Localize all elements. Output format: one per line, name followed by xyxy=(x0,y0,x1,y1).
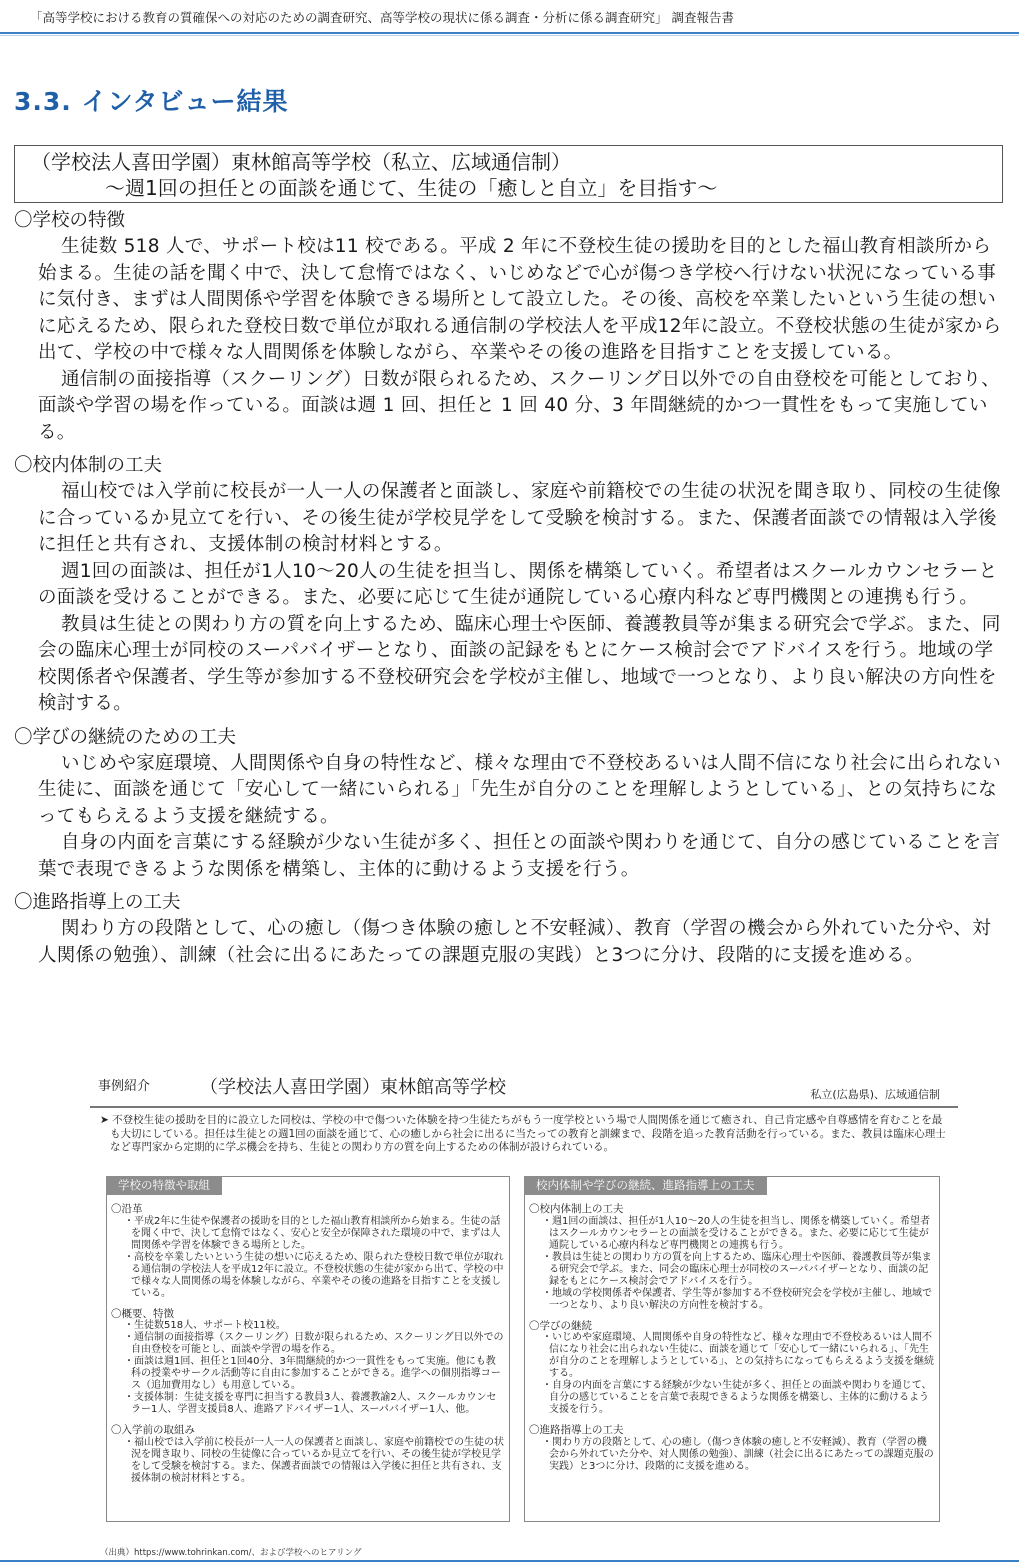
section-heading: 〇学びの継続のための工夫 xyxy=(14,726,237,748)
panel-item: ・教員は生徒との関わり方の質を向上するため、臨床心理士や医師、養護教員等が集まる研究会で学ぶ。また、同会の臨床心理士が同校のスーパバイザーとなり、面談の記録をもとにケース検討会でアドバイスを行う。 xyxy=(542,1251,932,1287)
paragraph: いじめや家庭環境、人間関係や自身の特性など、様々な理由で不登校あるいは人間不信になり社会に出られない生徒に、面談を通じて「安心して一緒にいられる」「先生が自分のことを理解しようとしている」、との気持ちになってもらえるよう支援を継続する。 xyxy=(38,752,1002,827)
panel-item: ・支援体制：生徒支援を専門に担当する教員3人、養護教諭2人、スクールカウンセラー1人、学習支援員8人、進路アドバイザー1人、スーパバイザー1人、他。 xyxy=(124,1392,497,1415)
case-study-box xyxy=(90,1073,958,1551)
paragraph: 福山校では入学前に校長が一人一人の保護者と面談し、家庭や前籍校での生徒の状況を聞き取り、同校の生徒像に合っているか見立てを行い、その後生徒が学校見学をして受験を検討する。また、保護者面談での情報は入学後に担任と共有され、支援体制の検討材料とする。 xyxy=(38,481,1002,555)
panel-subheading: 〇概要、特徴 xyxy=(111,1307,174,1320)
header-rule-shadow xyxy=(0,35,1019,36)
paragraph: 週1回の面談は、担任が1人10～20人の生徒を担当し、関係を構築していく。希望者はスクールカウンセラーとの面談を受けることができる。また、必要に応じて生徒が通院している心療内科など専門機関との連携も行う。 xyxy=(38,560,998,608)
running-header: 「高等学校における教育の質確保への対応のための調査研究、高等学校の現状に係る調査・分析に係る調査研究」 調査報告書 xyxy=(30,10,734,25)
source-note: （出典）https://www.tohrinkan.com/、および学校へのヒアリング xyxy=(100,1548,362,1558)
paragraph: 教員は生徒との関わり方の質を向上するため、臨床心理士や医師、養護教員等が集まる研究会で学ぶ。また、同会の臨床心理士が同校のスーパバイザーとなり、面談の記録をもとにケース検討会でアドバイスを行う。地域の学校関係者や保護者、学生等が参加する不登校研究会を学校が主催し、地域で一つとなり、より良い解決の方向性を検討する。 xyxy=(38,613,1001,714)
panel-item: ・自身の内面を言葉にする経験が少ない生徒が多く、担任との面談や関わりを通じて、自分の感じていることを言葉で表現できるような関係を構築し、主体的に動けるよう支援を行う。 xyxy=(542,1380,932,1415)
case-study-title: （学校法人喜田学園）東林館高等学校 xyxy=(200,1077,506,1098)
panel-tab: 校内体制や学びの継続、進路指導上の工夫 xyxy=(524,1176,767,1195)
panel-item: ・高校を卒業したいという生徒の想いに応えるため、限られた登校日数で単位が取れる通信制の学校法人を平成12年に設立。不登校状態の生徒が家から出て、学校の中で様々な人間関係の場を体験しながら、卒業やその後の進路を目指すことを支援している。 xyxy=(124,1251,504,1299)
section-heading: 〇学校の特徴 xyxy=(14,210,126,231)
panel-item: ・通信制の面接指導（スクーリング）日数が限られるため、スクーリング日以外での自由登校を可能とし、面談や学習の場を作る。 xyxy=(124,1332,504,1355)
panel-item: ・週1回の面談は、担任が1人10～20人の生徒を担当し、関係を構築していく。希望者はスクールカウンセラーとの面談を受けることができる。また、必要に応じて生徒が通院している心療内科など専門機関との連携も行う。 xyxy=(542,1215,930,1251)
section-title: 3.3. インタビュー結果 xyxy=(14,87,289,116)
section-heading: 〇校内体制の工夫 xyxy=(14,455,163,476)
interview-title-box xyxy=(14,145,1003,203)
case-study-summary: ➤ 不登校生徒の援助を目的に設立した同校は、学校の中で傷ついた体験を持つ生徒たちがもう一度学校という場で人間関係を通じて癒され、自己肯定感や自尊感情を育むことを最も大切にしている。担任は生徒との週1回の面談を通じて、心の癒しから社会に出るに当たっての教育と訓練まで、段階を追った教育活動を行っている。また、教員は臨床心理士など専門家から定期的に学ぶ機会を持ち、生徒との関わり方の質を向上するための体制が設けられている。 xyxy=(100,1114,946,1153)
panel-item: ・地域の学校関係者や保護者、学生等が参加する不登校研究会を学校が主催し、地域で一つとなり、より良い解決の方向性を検討する。 xyxy=(542,1287,932,1311)
features-panel xyxy=(106,1176,510,1522)
panel-item: ・面談は週1回、担任と1回40分、3年間継続的かつ一貫性をもって実施。他にも教科の授業やサークル活動等に自由に参加することができる。進学への個別指導コース（追加費用なし）も用意している。 xyxy=(124,1356,501,1391)
header-rule xyxy=(0,32,1019,34)
panel-subheading: 〇校内体制上の工夫 xyxy=(529,1203,624,1215)
system-panel xyxy=(524,1176,940,1522)
panel-subheading: 〇入学前の取組み xyxy=(111,1424,195,1436)
panel-item: ・平成2年に生徒や保護者の援助を目的とした福山教育相談所から始まる。生徒の話を聞く中で、決して怠惰ではなく、安心と安全が保障された環境の中で、まずは人間関係や学習を体験できる場所とした。 xyxy=(124,1215,501,1251)
paragraph: 通信制の面接指導（スクーリング）日数が限られるため、スクーリング日以外での自由登校を可能としており、面談や学習の場を作っている。面談は週 1 回、担任と 1 回 40 分、3 年間継続的かつ一貫性をもって実施している。 xyxy=(38,368,1001,443)
case-study-region: 私立(広島県)、広域通信制 xyxy=(810,1088,940,1101)
paragraph: 自身の内面を言葉にする経験が少ない生徒が多く、担任との面談や関わりを通じて、自分の感じていることを言葉で表現できるような関係を構築し、主体的に動けるよう支援を行う。 xyxy=(38,832,1001,880)
panel-item: ・福山校では入学前に校長が一人一人の保護者と面談し、家庭や前籍校での生徒の状況を聞き取り、同校の生徒像に合っているか見立てを行い、その後生徒が学校見学をして受験を検討する。また、保護者面談での情報は入学後に担任と共有され、支援体制の検討材料とする。 xyxy=(124,1436,504,1484)
school-title: （学校法人喜田学園）東林館高等学校（私立、広域通信制） xyxy=(31,150,571,174)
panel-item: ・生徒数518人、サポート校11校。 xyxy=(124,1320,286,1331)
section-career-guidance xyxy=(14,889,1004,969)
panel-item: ・関わり方の段階として、心の癒し（傷つき体験の癒しと不安軽減）、教育（学習の機会から外れていた分や、対人関係の勉強）、訓練（社会に出るにあたっての課題克服の実践）と3つに分け、段階的に支援を進める。 xyxy=(542,1436,934,1472)
footer-rule xyxy=(0,1560,1019,1562)
school-subtitle: ～週1回の担任との面談を通じて、生徒の「癒しと自立」を目指す～ xyxy=(105,176,718,200)
paragraph: 関わり方の段階として、心の癒し（傷つき体験の癒しと不安軽減）、教育（学習の機会から外れていた分や、対人関係の勉強）、訓練（社会に出るにあたっての課題克服の実践）と3つに分け、段階的に支援を進める。 xyxy=(38,918,992,966)
section-school-features xyxy=(14,207,1004,446)
panel-subheading: 〇学びの継続 xyxy=(529,1319,592,1332)
paragraph: 生徒数 518 人で、サポート校は11 校である。平成 2 年に不登校生徒の援助を目的とした福山教育相談所から始まる。生徒の話を聞く中で、決して怠惰ではなく、いじめなどで心が傷つき学校へ行けない状況になっている事に気付き、まずは人間関係や学習を体験できる場所として設立した。その後、高校を卒業したいという生徒の想いに応えるため、限られた登校日数で単位が取れる通信制の学校法人を平成12年に設立。不登校状態の生徒が家から出て、学校の中で様々な人間関係を体験しながら、卒業やその後の進路を目指すことを支援している。 xyxy=(38,236,1002,363)
case-study-label: 事例紹介 xyxy=(98,1079,151,1094)
panel-tab: 学校の特徴や取組 xyxy=(106,1176,222,1195)
section-internal-system xyxy=(14,452,1004,718)
panel-item: ・いじめや家庭環境、人間関係や自身の特性など、様々な理由で不登校あるいは人間不信になり社会に出られない生徒に、面談を通じて「安心して一緒にいられる」、「先生が自分のことを理解しようとしている」、との気持ちになってもらえるよう支援を継続する。 xyxy=(542,1332,934,1379)
section-heading: 〇進路指導上の工夫 xyxy=(14,892,181,913)
section-learning-continuity xyxy=(14,724,1004,884)
panel-subheading: 〇進路指導上の工夫 xyxy=(529,1424,624,1436)
interview-body xyxy=(14,207,1004,969)
case-study-rule xyxy=(90,1106,958,1108)
panel-subheading: 〇沿革 xyxy=(111,1203,143,1215)
